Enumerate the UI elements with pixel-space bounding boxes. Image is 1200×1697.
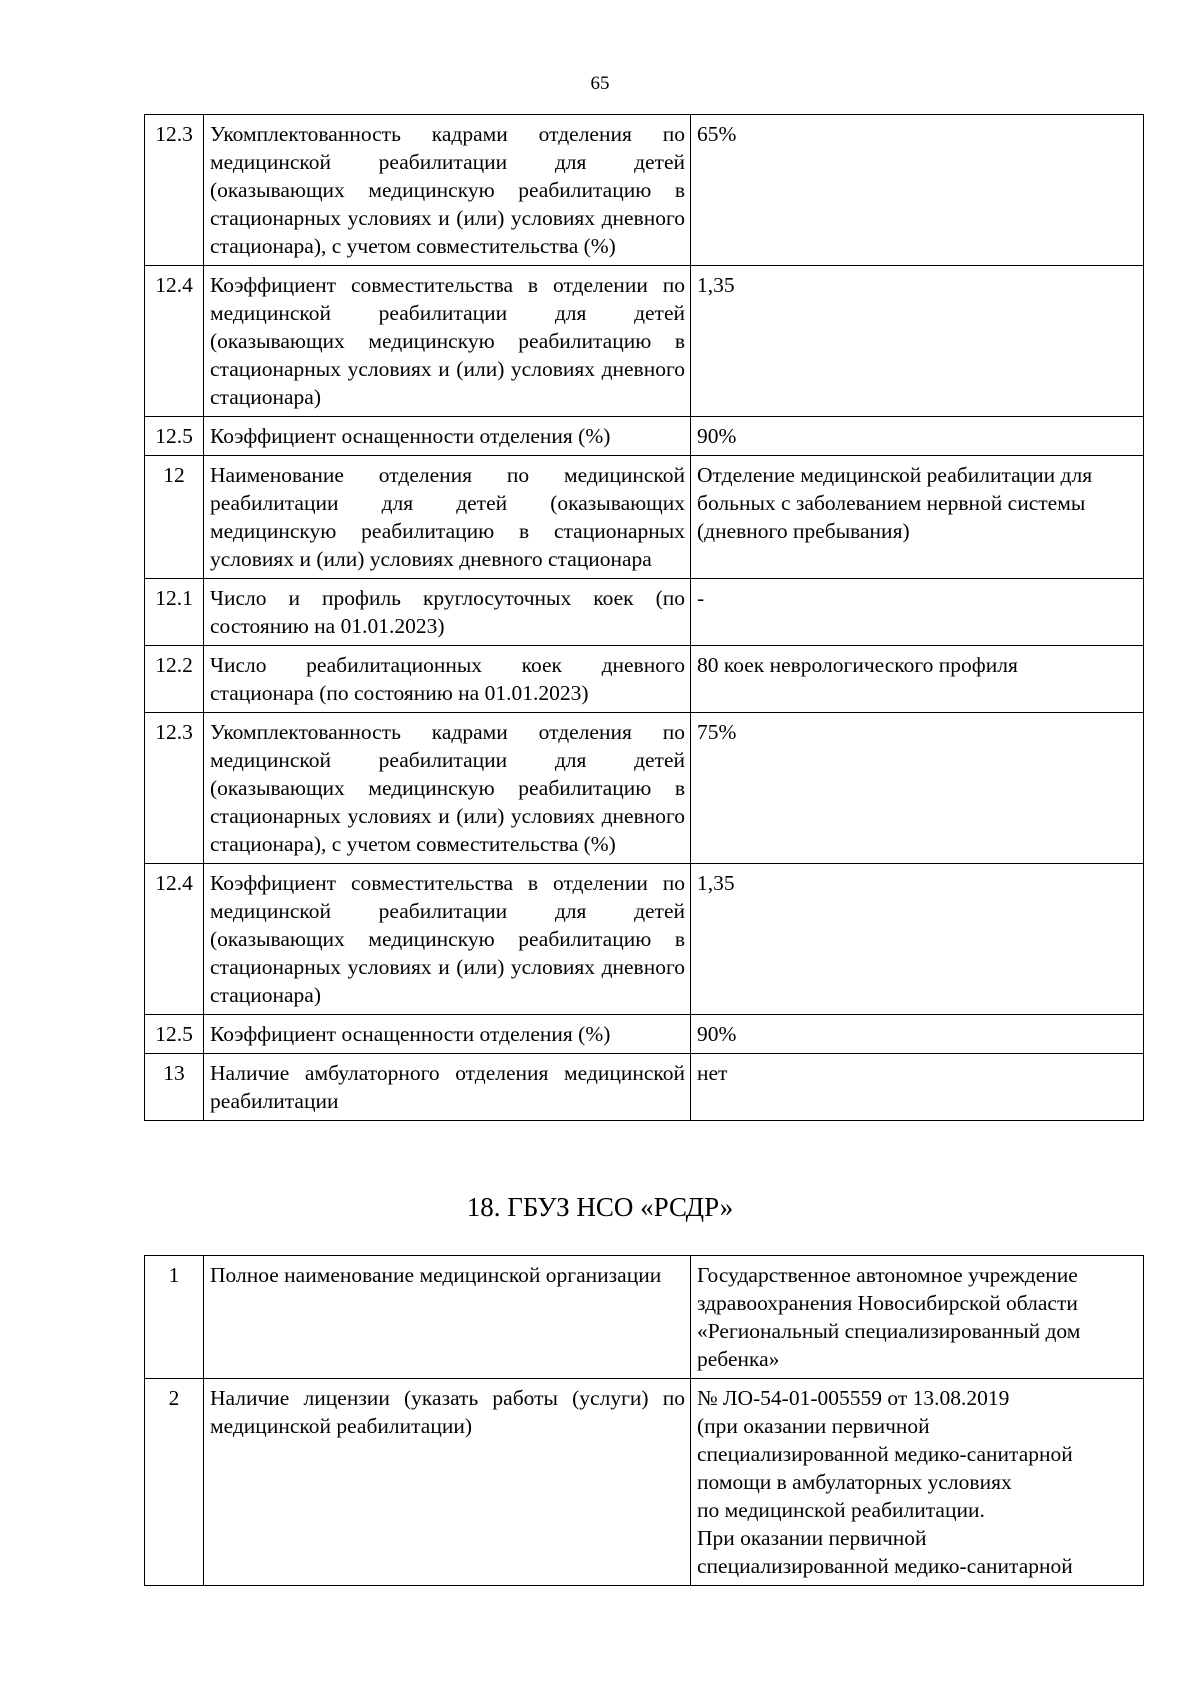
row-number: 2 [145,1379,204,1586]
row-number: 12 [145,456,204,579]
rehab-department-table [144,114,1144,1121]
table-row [145,417,1144,456]
row-value: 80 коек неврологического профиля [691,646,1144,713]
license-line: специализированной медико-санитарной [697,1442,1073,1466]
table-row [145,115,1144,266]
table-row [145,646,1144,713]
table-row [145,1054,1144,1121]
row-value [691,1379,1144,1586]
row-value: 90% [691,417,1144,456]
row-value: 1,35 [691,864,1144,1015]
row-description: Коэффициент оснащенности отделения (%) [204,1015,691,1054]
license-line: специализированной медико-санитарной [697,1554,1073,1578]
license-line: При оказании первичной [697,1526,927,1550]
row-number: 12.3 [145,115,204,266]
row-description: Наличие лицензии (указать работы (услуги) по медицинской реабилитации) [204,1379,691,1586]
row-number: 12.1 [145,579,204,646]
row-number: 12.5 [145,1015,204,1054]
table-row [145,1015,1144,1054]
row-description: Коэффициент совместительства в отделении по медицинской реабилитации для детей (оказывающих медицинскую реабилитацию в стационарных условиях и (или) условиях дневного стационара) [204,266,691,417]
row-value: - [691,579,1144,646]
row-description: Число реабилитационных коек дневного стационара (по состоянию на 01.01.2023) [204,646,691,713]
row-description: Укомплектованность кадрами отделения по медицинской реабилитации для детей (оказывающих медицинскую реабилитацию в стационарных условиях и (или) условиях дневного стационара), с учетом совместительства (%) [204,115,691,266]
row-value: 65% [691,115,1144,266]
row-number: 12.4 [145,266,204,417]
section-title: 18. ГБУЗ НСО «РСДР» [466,1192,734,1222]
table-row [145,864,1144,1015]
license-line: помощи в амбулаторных условиях [697,1470,1012,1494]
table-row [145,579,1144,646]
license-line: № ЛО-54-01-005559 от 13.08.2019 [697,1386,1010,1410]
row-number: 1 [145,1256,204,1379]
row-description: Полное наименование медицинской организации [204,1256,691,1379]
row-value: Отделение медицинской реабилитации для больных с заболеванием нервной системы (дневного пребывания) [691,456,1144,579]
license-line: по медицинской реабилитации. [697,1498,985,1522]
table-row [145,1379,1144,1586]
row-number: 12.3 [145,713,204,864]
row-number: 13 [145,1054,204,1121]
row-value: Государственное автономное учреждение здравоохранения Новосибирской области «Региональный специализированный дом ребенка» [691,1256,1144,1379]
row-number: 12.5 [145,417,204,456]
row-description: Наименование отделения по медицинской реабилитации для детей (оказывающих медицинскую реабилитацию в стационарных условиях и (или) условиях дневного стационара [204,456,691,579]
row-description: Укомплектованность кадрами отделения по медицинской реабилитации для детей (оказывающих медицинскую реабилитацию в стационарных условиях и (или) условиях дневного стационара), с учетом совместительства (%) [204,713,691,864]
row-description: Число и профиль круглосуточных коек (по состоянию на 01.01.2023) [204,579,691,646]
row-description: Коэффициент совместительства в отделении по медицинской реабилитации для детей (оказывающих медицинскую реабилитацию в стационарных условиях и (или) условиях дневного стационара) [204,864,691,1015]
row-number: 12.2 [145,646,204,713]
table-row [145,266,1144,417]
row-description: Наличие амбулаторного отделения медицинской реабилитации [204,1054,691,1121]
table-row [145,456,1144,579]
row-description: Коэффициент оснащенности отделения (%) [204,417,691,456]
row-value: 1,35 [691,266,1144,417]
organization-table [144,1255,1144,1586]
row-value: нет [691,1054,1144,1121]
row-value: 75% [691,713,1144,864]
page-number: 65 [590,73,610,94]
row-number: 12.4 [145,864,204,1015]
table-row [145,713,1144,864]
license-line: (при оказании первичной [697,1414,930,1438]
table-row [145,1256,1144,1379]
row-value: 90% [691,1015,1144,1054]
